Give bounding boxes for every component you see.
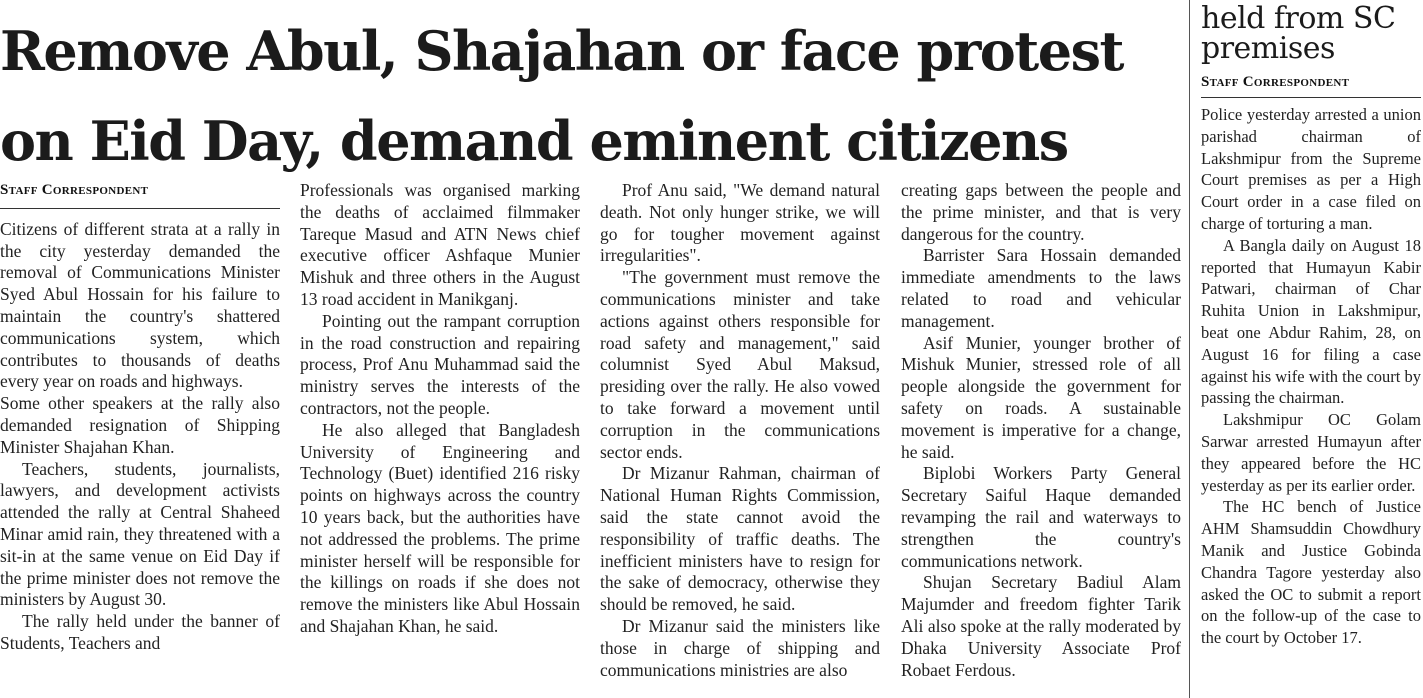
side-headline: held from SC premises xyxy=(1201,1,1396,66)
paragraph: Some other speakers at the rally also demanded resignation of Shipping Minister Shajahan Khan. xyxy=(0,393,280,457)
paragraph: Citizens of different strata at a rally in the city yesterday demanded the removal of Communications Minister Syed Abul Hossain for his failure to maintain the country's shattered communications system, which contributes to thousands of deaths every year on roads and highways. xyxy=(0,218,280,392)
paragraph: Barrister Sara Hossain demanded immediate amendments to the laws related to road and vehicular management. xyxy=(901,245,1181,331)
paragraph: Pointing out the rampant corruption in the road construction and repairing process, Prof Anu Muhammad said the ministry serves the interests of the contractors, not the people. xyxy=(300,310,580,418)
headline-line-2: on Eid Day, demand eminent citizens xyxy=(0,109,1068,173)
paragraph: Asif Munier, younger brother of Mishuk Munier, stressed role of all people alongside the government for safety on roads. A sustainable movement is imperative for a change, he said. xyxy=(901,332,1181,462)
article-column-4 xyxy=(901,180,1181,681)
paragraph: Police yesterday arrested a union parishad chairman of Lakshmipur from the Supreme Court premises as per a High Court order in a case filed on charge of torturing a man. xyxy=(1201,105,1421,233)
paragraph: Lakshmipur OC Golam Sarwar arrested Humayun after they appeared before the HC yesterday as per its earlier order. xyxy=(1201,410,1421,495)
article-column-2 xyxy=(300,180,580,638)
column-divider xyxy=(1189,0,1190,698)
paragraph: A Bangla daily on August 18 reported that Humayun Kabir Patwari, chairman of Char Ruhita Union in Lakshmipur, beat one Abdur Rahim, 28, on August 16 for filing a case against his wife with the court by passing the chairman. xyxy=(1201,235,1421,408)
paragraph: The rally held under the banner of Students, Teachers and xyxy=(0,611,280,653)
paragraph: Professionals was organised marking the deaths of acclaimed filmmaker Tareque Masud and ATN News chief executive officer Ashfaque Munier Mishuk and three others in the August 13 road accident in Manikganj. xyxy=(300,180,580,309)
main-headline xyxy=(0,6,1185,186)
article-column-3 xyxy=(600,180,880,681)
paragraph: Dr Mizanur Rahman, chairman of National Human Rights Commission, said the state cannot avoid the responsibility of traffic deaths. The inefficient ministers have to resign for the sake of democracy, otherwise they should be removed, he said. xyxy=(600,463,880,615)
headline-line-1: Remove Abul, Shajahan or face protest xyxy=(0,19,1123,83)
paragraph: Shujan Secretary Badiul Alam Majumder and freedom fighter Tarik Ali also spoke at the rally moderated by Dhaka University Associate Prof Robaet Ferdous. xyxy=(901,572,1181,680)
side-byline: Staff Correspondent xyxy=(1201,74,1421,98)
article-column-1 xyxy=(0,180,280,655)
paragraph: Biplobi Workers Party General Secretary Saiful Haque demanded revamping the rail and waterways to strengthen the country's communications network. xyxy=(901,463,1181,571)
paragraph: Dr Mizanur said the ministers like those in charge of shipping and communications ministries are also xyxy=(600,615,880,680)
paragraph: creating gaps between the people and the prime minister, and that is very dangerous for the country. xyxy=(901,180,1181,244)
main-byline: Staff Correspondent xyxy=(0,180,280,209)
paragraph: The HC bench of Justice AHM Shamsuddin Chowdhury Manik and Justice Gobinda Chandra Tagore yesterday also asked the OC to submit a report on the follow-up of the case to the court by October 17. xyxy=(1201,497,1421,648)
side-story-body xyxy=(1201,104,1421,649)
side-story xyxy=(1201,0,1421,649)
paragraph: "The government must remove the communications minister and take actions against others responsible for road safety and management," said columnist Syed Abul Maksud, presiding over the rally. He also vowed to take forward a movement until corruption in the communications sector ends. xyxy=(600,267,880,462)
paragraph: Prof Anu said, "We demand natural death. Not only hunger strike, we will go for tougher movement against irregularities". xyxy=(600,180,880,266)
paragraph: Teachers, students, journalists, lawyers, and development activists attended the rally at Central Shaheed Minar amid rain, they threatened with a sit-in at the same venue on Eid Day if the prime minister does not remove the ministers by August 30. xyxy=(0,458,280,610)
paragraph: He also alleged that Bangladesh University of Engineering and Technology (Buet) identified 216 risky points on highways across the country 10 years back, but the authorities have not addressed the problems. The prime minister herself will be responsible for the killings on roads if she does not remove the ministers like Abul Hossain and Shajahan Khan, he said. xyxy=(300,419,580,636)
